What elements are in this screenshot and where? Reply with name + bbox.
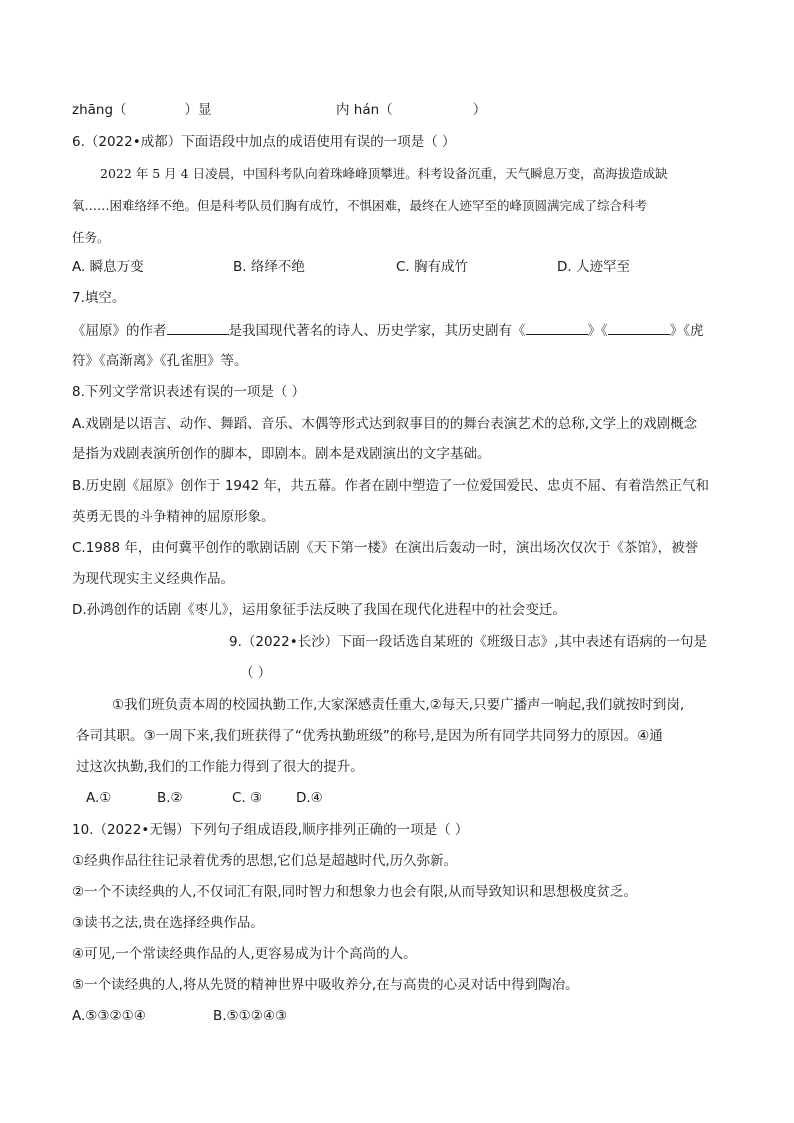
q7-blank-play-2[interactable] <box>608 320 670 335</box>
q8-line-5: C.1988 年，由何冀平创作的歌剧话剧《天下第一楼》在演出后轰动一时，演出场次仅次于《茶馆》，被誉 <box>72 540 699 556</box>
q10-stem: 10.（2022•无锡）下列句子组成语段,顺序排列正确的一项是（ ） <box>72 822 469 838</box>
q9-passage-line-1: ①我们班负责本周的校园执勤工作,大家深感责任重大,②每天,只要广播声一响起,我们就按时到岗, <box>112 697 685 713</box>
q10-sentence-2: ②一个不读经典的人,不仅词汇有限,同时智力和想象力也会有限,从而导致知识和思想极度贫乏。 <box>72 884 637 900</box>
q6-passage-line-2: 氧……困难络绎不绝。但是科考队员们胸有成竹，不惧困难，最终在人迹罕至的峰顶圆满完成了综合科考 <box>72 198 648 213</box>
q6-option-c: C. 胸有成竹 <box>396 259 469 275</box>
q9-passage-line-2: 各司其职。③一周下来,我们班获得了“优秀执勤班级”的称号,是因为所有同学共同努力的原因。④通 <box>76 728 663 744</box>
q7-blank-author[interactable] <box>167 320 229 335</box>
q10-option-a: A.⑤③②①④ <box>72 1008 146 1024</box>
q9-stem: 9.（2022•长沙）下面一段话选自某班的《班级日志》,其中表述有语病的一句是 <box>229 634 707 650</box>
q5-line <box>72 100 212 120</box>
q7-blank-play-1[interactable] <box>526 320 588 335</box>
q9-option-c: C. ③ <box>232 790 263 806</box>
q10-sentence-1: ①经典作品往往记录着优秀的思想,它们总是超越时代,历久弥新。 <box>72 853 458 869</box>
q5-right-pinyin: 内 hán（ <box>336 102 393 118</box>
q6-option-d: D. 人迹罕至 <box>557 259 630 275</box>
q5-right-close: ） <box>472 102 487 118</box>
q6-option-a: A. 瞬息万变 <box>72 259 144 275</box>
q10-sentence-3: ③读书之法,贵在选择经典作品。 <box>72 915 264 931</box>
q9-paren: （ ） <box>240 665 272 681</box>
q8-line-6: 为现代现实主义经典作品。 <box>72 571 234 587</box>
q5-left-close: ）显 <box>184 102 212 118</box>
q6-option-b: B. 络绎不绝 <box>233 259 305 275</box>
q7-text-d: 》《虎 <box>669 323 704 339</box>
q7-stem: 7.填空。 <box>72 290 126 306</box>
q8-line-4: 英勇无畏的斗争精神的屈原形象。 <box>72 509 275 525</box>
q9-option-d: D.④ <box>296 790 323 806</box>
q5-left-pinyin: zhāng（ <box>72 102 127 118</box>
q7-line-1 <box>72 320 704 341</box>
q9-option-b: B.② <box>157 790 183 806</box>
q8-line-7: D.孙鸿创作的话剧《枣儿》，运用象征手法反映了我国在现代化进程中的社会变迁。 <box>72 602 566 618</box>
q5-line-right <box>336 100 486 120</box>
q6-passage-line-1: 2022 年 5 月 4 日凌晨，中国科考队向着珠峰峰顶攀进。科考设备沉重，天气瞬息万变，高海拔造成缺 <box>100 166 668 181</box>
q7-line-2: 符》《高渐离》《孔雀胆》等。 <box>72 353 248 369</box>
q10-sentence-5: ⑤一个读经典的人,将从先贤的精神世界中吸收养分,在与高贵的心灵对话中得到陶冶。 <box>72 977 579 993</box>
q8-line-1: A.戏剧是以语言、动作、舞蹈、音乐、木偶等形式达到叙事目的的舞台表演艺术的总称,文学上的戏剧概念 <box>72 416 698 432</box>
q9-passage-line-3: 过这次执勤,我们的工作能力得到了很大的提升。 <box>76 759 364 775</box>
q9-option-a: A.① <box>86 790 112 806</box>
q7-text-b: 是我国现代著名的诗人、历史学家，其历史剧有《 <box>228 323 526 339</box>
q6-stem: 6.（2022•成都）下面语段中加点的成语使用有误的一项是（ ） <box>72 134 456 150</box>
q10-option-b: B.⑤①②④③ <box>213 1008 288 1024</box>
q7-text-c: 》《 <box>587 323 608 339</box>
q8-line-2: 是指为戏剧表演所创作的脚本，即剧本。剧本是戏剧演出的文字基础。 <box>72 446 491 462</box>
q6-passage-line-3: 任务。 <box>72 230 110 245</box>
q8-line-3: B.历史剧《屈原》创作于 1942 年，共五幕。作者在剧中塑造了一位爱国爱民、忠贞不屈、有着浩然正气和 <box>72 478 709 494</box>
q7-text-a: 《屈原》的作者 <box>72 323 167 339</box>
q10-sentence-4: ④可见,一个常读经典作品的人,更容易成为计个高尚的人。 <box>72 946 417 962</box>
q8-stem: 8.下列文学常识表述有误的一项是（ ） <box>72 384 306 400</box>
